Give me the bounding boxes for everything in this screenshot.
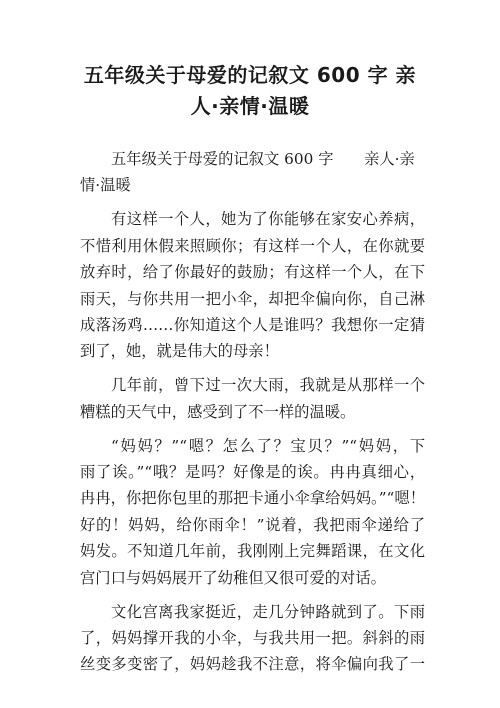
text-line: 情·温暖 [80, 176, 131, 195]
text-line: “妈妈？”“嗯？怎么了？宝贝？”“妈妈，下 [111, 436, 425, 455]
paragraph-intro [80, 206, 425, 364]
text-line: 有这样一个人，她为了你能够在家安心养病， [111, 210, 425, 229]
text-line: 冉冉，你把你包里的那把卡通小伞拿给妈妈。”“嗯！ [80, 489, 425, 508]
text-line: 不惜利用休假来照顾你；有这样一个人，在你就要 [80, 236, 425, 255]
text-line: 糟糕的天气中，感受到了不一样的温暖。 [80, 402, 356, 421]
text-line: 五年级关于母爱的记叙文 600 字 亲人·亲 [111, 150, 415, 168]
text-line: 几年前，曾下过一次大雨，我就是从那样一个 [111, 376, 425, 395]
document-title [60, 60, 440, 122]
paragraph-umbrella [80, 599, 425, 678]
text-line: 宫门口与妈妈展开了幼稚但又很可爱的对话。 [80, 568, 386, 587]
text-line: 到了，她，就是伟大的母亲！ [80, 342, 279, 361]
text-line: 雨了诶。”“哦？是吗？好像是的诶。冉冉真细心， [80, 462, 425, 481]
text-line: 放弃时，给了你最好的鼓励；有这样一个人，在下 [80, 263, 425, 282]
text-line: 好的！妈妈，给你雨伞！”说着，我把雨伞递给了 [80, 515, 425, 534]
text-line: 了，妈妈撑开我的小伞，与我共用一把。斜斜的雨 [80, 628, 425, 647]
text-line: 雨天，与你共用一把小伞，却把伞偏向你，自己淋 [80, 289, 425, 308]
paragraph-rain [80, 372, 425, 425]
text-line: 成落汤鸡……你知道这个人是谁吗？我想你一定猜 [80, 315, 425, 334]
article-body [80, 146, 425, 685]
text-line: 文化宫离我家挺近，走几分钟路就到了。下雨 [111, 602, 425, 621]
text-line: 妈发。不知道几年前，我刚刚上完舞蹈课，在文化 [80, 542, 425, 561]
paragraph-heading-repeat [80, 146, 425, 199]
title-line-1: 五年级关于母爱的记叙文 600 字 亲 [83, 63, 417, 87]
paragraph-dialogue [80, 433, 425, 591]
text-line: 丝变多变密了，妈妈趁我不注意，将伞偏向我了一 [80, 655, 425, 674]
title-line-2: 人·亲情·温暖 [190, 94, 310, 118]
